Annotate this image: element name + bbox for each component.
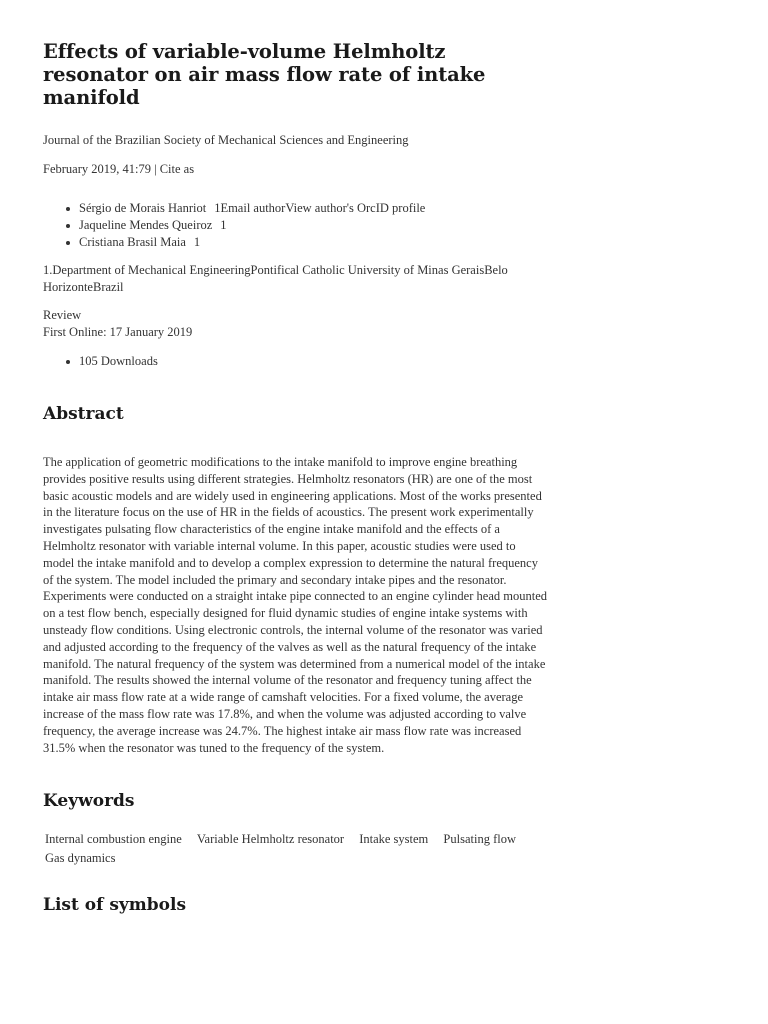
journal-name[interactable]: Journal of the Brazilian Society of Mechanical Sciences and Engineering bbox=[43, 133, 409, 147]
author-affiliation-ref: 1 bbox=[220, 218, 227, 232]
author-name[interactable]: Cristiana Brasil Maia bbox=[79, 235, 186, 249]
list-of-symbols-heading: List of symbols bbox=[43, 895, 187, 916]
keyword[interactable]: Gas dynamics bbox=[45, 851, 116, 866]
author-item bbox=[79, 200, 553, 217]
author-affiliation-ref: 1 bbox=[193, 235, 201, 249]
author-name[interactable]: Sérgio de Morais Hanriot bbox=[79, 201, 207, 215]
abstract-heading: Abstract bbox=[43, 404, 124, 424]
downloads-count: 105 Downloads bbox=[79, 353, 553, 370]
email-author-link[interactable]: Email authorView author's OrcID profile bbox=[220, 201, 426, 215]
keyword[interactable]: Variable Helmholtz resonator bbox=[196, 832, 345, 847]
author-name[interactable]: Jaqueline Mendes Queiroz bbox=[79, 218, 213, 232]
keyword[interactable]: Pulsating flow bbox=[443, 832, 516, 847]
keyword-list bbox=[43, 830, 553, 868]
keyword[interactable]: Intake system bbox=[359, 832, 429, 847]
author-list bbox=[43, 200, 553, 251]
author-affiliation-ref: 1 bbox=[214, 201, 221, 215]
keywords-heading: Keywords bbox=[43, 791, 135, 812]
keyword[interactable]: Internal combustion engine bbox=[45, 832, 182, 847]
publication-date-line: February 2019, 41:79 | Cite as bbox=[43, 162, 195, 176]
first-online-date: First Online: 17 January 2019 bbox=[43, 325, 193, 339]
author-item bbox=[79, 217, 553, 234]
abstract-text: The application of geometric modifications to the intake manifold to improve engine breathing provides positive results using different strategies. Helmholtz resonators (HR) are one of the most basic acoustic models and are widely used in engineering applications. Most of the works presented in the literature focus on the use of HR in the fields of acoustics. The present work experimentally investigates pulsating flow characteristics of the engine intake manifold and the effects of a Helmholtz resonator with variable internal volume. In this paper, acoustic studies were used to model the intake manifold and to develop a complex expression to determine the natural frequency of the system. The model included the primary and secondary intake pipes and the resonator. Experiments were conducted on a straight intake pipe connected to an engine cylinder head mounted on a test flow bench, especially designed for fluid dynamic studies of engine intake systems with unsteady flow conditions. Using electronic controls, the internal volume of the resonator was varied and adjusted according to the frequency of the valves as well as the natural frequency of the intake manifold. The natural frequency of the system was determined from a numerical model of the intake manifold. The results showed the internal volume of the resonator and frequency tuning affect the intake air mass flow rate at a wide range of camshaft velocities. For a fixed volume, the average increase of the mass flow rate was 17.8%, and when the volume was adjusted according to valve frequency, the average increase was 24.7%. The highest intake air mass flow rate was increased 31.5% when the resonator was tuned to the frequency of the system. bbox=[43, 455, 547, 755]
article-page bbox=[43, 40, 553, 916]
metrics-list bbox=[43, 353, 553, 370]
author-item bbox=[79, 234, 553, 251]
affiliation: 1.Department of Mechanical EngineeringPontifical Catholic University of Minas GeraisBelo HorizonteBrazil bbox=[43, 263, 508, 294]
article-title: Effects of variable-volume Helmholtz resonator on air mass flow rate of intake manifold bbox=[43, 40, 486, 109]
article-type: Review bbox=[43, 308, 82, 322]
